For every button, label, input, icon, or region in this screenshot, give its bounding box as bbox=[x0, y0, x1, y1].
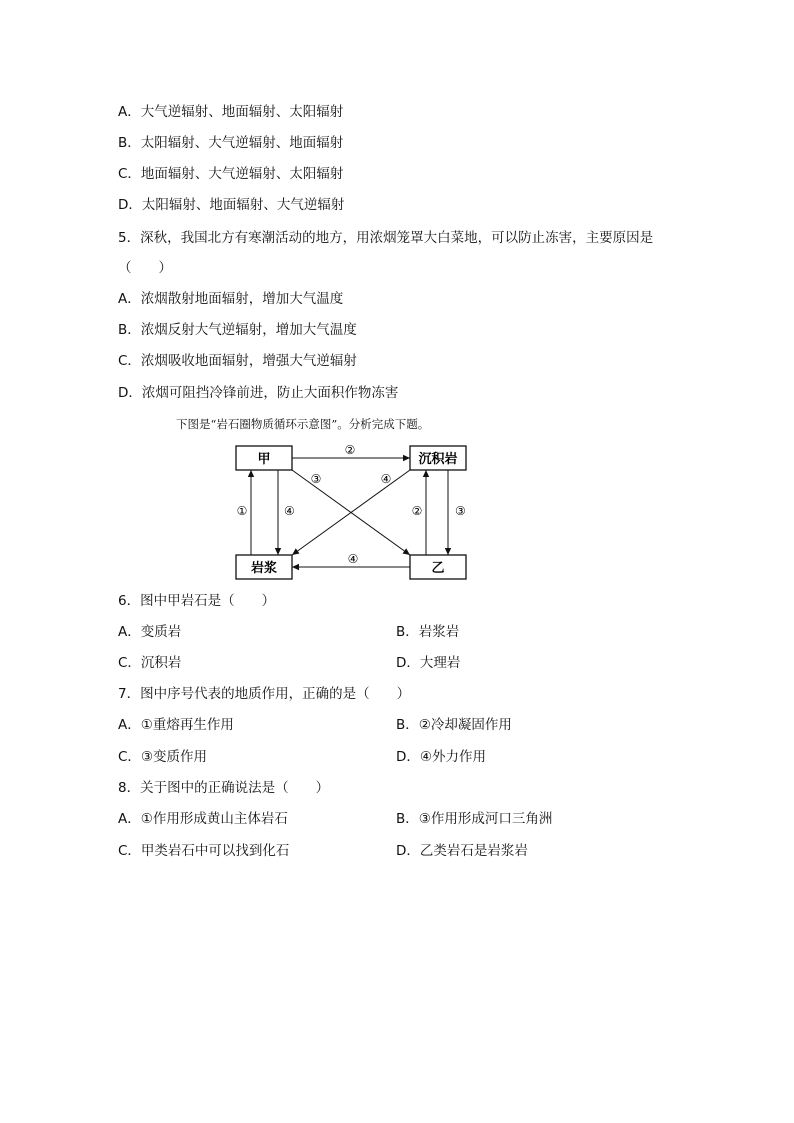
label-chenjiyan-to-yanjiang: ④ bbox=[380, 472, 392, 486]
label-chenjiyan-to-yi: ③ bbox=[455, 504, 466, 518]
box-jia-label: 甲 bbox=[257, 452, 271, 467]
q8-stem: 8．关于图中的正确说法是（ ） bbox=[118, 780, 330, 796]
q6-option-b: B．岩浆岩 bbox=[396, 624, 460, 640]
box-jia bbox=[236, 446, 292, 470]
q8-option-b: B．③作用形成河口三角洲 bbox=[396, 811, 553, 827]
q6-option-c: C．沉积岩 bbox=[118, 655, 182, 671]
q7-option-a: A．①重熔再生作用 bbox=[118, 717, 234, 733]
diagram-caption: 下图是“岩石圈物质循环示意图”。分析完成下题。 bbox=[176, 417, 430, 431]
box-chenjiyan bbox=[410, 446, 466, 470]
label-yanjiang-to-jia: ① bbox=[236, 504, 248, 518]
q4-option-b: B．太阳辐射、大气逆辐射、地面辐射 bbox=[118, 135, 344, 151]
box-yi bbox=[410, 555, 466, 579]
q5-option-b: B．浓烟反射大气逆辐射，增加大气温度 bbox=[118, 322, 357, 338]
q8-option-a: A．①作用形成黄山主体岩石 bbox=[118, 811, 288, 827]
q4-option-a: A．大气逆辐射、地面辐射、太阳辐射 bbox=[118, 104, 344, 120]
box-yanjiang bbox=[236, 555, 292, 579]
label-yi-to-chenjiyan: ② bbox=[411, 504, 423, 518]
q7-option-d: D．④外力作用 bbox=[396, 749, 486, 765]
q5-option-d: D．浓烟可阻挡冷锋前进，防止大面积作物冻害 bbox=[118, 385, 399, 401]
q6-option-d: D．大理岩 bbox=[396, 655, 461, 671]
box-yi-label: 乙 bbox=[431, 561, 445, 576]
q4-option-c: C．地面辐射、大气逆辐射、太阳辐射 bbox=[118, 166, 344, 182]
label-yi-to-yanjiang: ④ bbox=[347, 552, 359, 566]
q4-option-d: D．太阳辐射、地面辐射、大气逆辐射 bbox=[118, 197, 345, 213]
q7-stem: 7．图中序号代表的地质作用，正确的是（ ） bbox=[118, 686, 411, 702]
rock-cycle-diagram bbox=[230, 440, 480, 585]
q5-answer-paren: （ ） bbox=[118, 260, 172, 276]
q5-stem: 5．深秋，我国北方有寒潮活动的地方，用浓烟笼罩大白菜地，可以防止冻害，主要原因是 bbox=[118, 230, 654, 246]
box-yanjiang-label: 岩浆 bbox=[250, 561, 278, 576]
q6-option-a: A．变质岩 bbox=[118, 624, 182, 640]
q7-option-c: C．③变质作用 bbox=[118, 749, 208, 765]
q5-option-c: C．浓烟吸收地面辐射，增强大气逆辐射 bbox=[118, 353, 357, 369]
q6-stem: 6．图中甲岩石是（ ） bbox=[118, 593, 276, 609]
q8-option-c: C．甲类岩石中可以找到化石 bbox=[118, 843, 290, 859]
q7-option-b: B．②冷却凝固作用 bbox=[396, 717, 512, 733]
label-jia-to-chenjiyan: ② bbox=[344, 443, 356, 457]
q8-option-d: D．乙类岩石是岩浆岩 bbox=[396, 843, 528, 859]
label-jia-to-yi: ③ bbox=[310, 472, 322, 486]
box-chenjiyan-label: 沉积岩 bbox=[418, 452, 458, 467]
q5-option-a: A．浓烟散射地面辐射，增加大气温度 bbox=[118, 291, 344, 307]
label-jia-to-yanjiang: ④ bbox=[284, 504, 295, 518]
